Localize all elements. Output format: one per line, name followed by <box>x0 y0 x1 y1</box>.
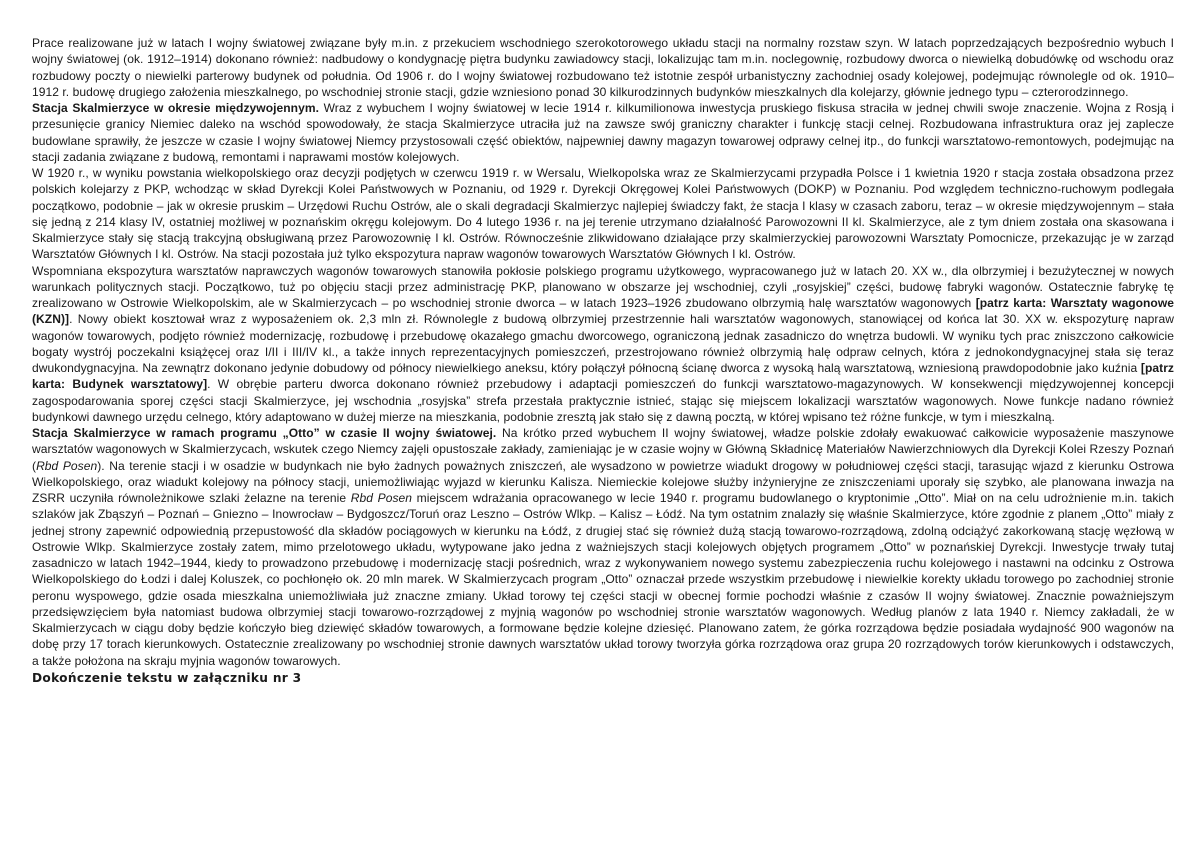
section-heading-interwar: Stacja Skalmierzyce w okresie międzywojennym. <box>32 101 319 115</box>
paragraph-text: Prace realizowane już w latach I wojny światowej związane były m.in. z przekuciem wschodniego szerokotorowego układu stacji na normalny rozstaw szyn. W latach poprzedzających bezpośrednio wybuch I wojny światowej (ok. 1912–1914) dokonano również: nadbudowy o kondygnację piętra budynku zawiadowcy stacji, lokalizując tam m.in. noclegownię, rozbudowy dworca o niewielką dobudówkę od wschodu oraz rozbudowy poczty o niewielki parterowy budynek od południa. Od 1906 r. do I wojny światowej rozbudowano też istotnie zespół urbanistyczny zachodniej osady kolejowej, podejmując równolegle od ok. 1910–1912 r. budowę drugiego założenia mieszkalnego, po wschodniej stronie stacji, gdzie wzniesiono ponad 30 kilkurodzinnych budynków mieszkalnych dla kolejarzy, głównie jednego typu – czterorodzinnego. <box>32 36 1174 99</box>
paragraph-text: . Nowy obiekt kosztował wraz z wyposażeniem ok. 2,3 mln zł. Równolegle z budową olbrzymiej przestrzennie hali warsztatów wagonowych, stanowiącej od końca lat 30. XX w. ekspozyturę napraw wagonów towarowych, podjęto również modernizację, rozbudowę i przebudowę okazałego gmachu dworcowego, ograniczoną jednak zasadniczo do wnętrza budowli. W wyniku tych prac zniszczono całkowicie bogaty wystrój poczekalni książęcej oraz I/II i III/IV kl., a także innych reprezentacyjnych pomieszczeń, przestrojowano również olbrzymią halę odpraw celnych, która z jednokondygnacyjnej stała się teraz dwukondygnacyjna. Na zewnątrz dokonano jedynie dobudowy od północy niewielkiego aneksu, który połączył północną ścianę dworca z wysoką halą warsztatową, wzniesioną prawdopodobnie jako kuźnia <box>32 312 1174 375</box>
continuation-note <box>32 670 1174 686</box>
card-reference-wagon-workshops: [patrz karta: Warsztaty wagonowe (KZN)] <box>32 296 1174 327</box>
paragraph-text: W 1920 r., w wyniku powstania wielkopolskiego oraz decyzji podjętych w czerwcu 1919 r. w Wersalu, Wielkopolska wraz ze Skalmierzycami przypadła Polsce i 1 kwietnia 1920 r stacja została obsadzona przez polskich kolejarzy z PKP, wchodząc w skład Dyrekcji Kolei Państwowych w Poznaniu, od 1929 r. Dyrekcji Okręgowej Kolei Państwowych (DOKP) w Poznaniu. Pod względem techniczno-ruchowym podlegała początkowo, podobnie – jak w okresie pruskim – Urzędowi Ruchu Ostrów, ale o skali degradacji Skalmierzyc najlepiej świadczy fakt, że stacja I klasy w czasach zaboru, teraz – w okresie międzywojennym – stała się jedną z 214 klasy IV, ostatniej możliwej w poznańskim okręgu kolejowym. Do 4 lutego 1936 r. na jej terenie utrzymano działalność Parowozowni II kl. Skalmierzyce, ale z tym dniem została ona skasowana i Skalmierzyce stały się stacją trakcyjną obsługiwaną przez Parowozownię I kl. Ostrów. Równocześnie zlikwidowano działające przy skalmierzyckiej parowozowni Warsztaty Pomocnicze, przekazując je w zarząd Warsztatów Głównych I kl. Ostrów. Na stacji pozostała już tylko ekspozytura napraw wagonów towarowych Warsztatów Głównych I kl. Ostrów. <box>32 166 1174 262</box>
paragraph-wwi-works <box>32 35 1174 100</box>
paragraph-1920-takeover <box>32 165 1174 263</box>
paragraph-wagon-workshops <box>32 263 1174 426</box>
card-reference-workshop-building: [patrz karta: Budynek warsztatowy] <box>32 361 1174 392</box>
paragraph-text: miejscem wdrażania opracowanego w lecie 1940 r. programu budowlanego o kryptonimie „Otto”. Miał on na celu udrożnienie m.in. takich szlaków jak Zbąszyń – Poznań – Gniezno – Inowrocław – Bydgoszcz/Toruń oraz Leszno – Ostrów Wlkp. – Kalisz – Łódź. Na tym ostatnim znalazły się właśnie Skalmierzyce, które zgodnie z planem „Otto” miały z jednej strony zapewnić odpowiednią przepustowość dla składów pociągowych w kierunku na Łódź, z drugiej stać się również dużą stacją towarowo-rozrządową, zdolną odciążyć zakorkowaną stację węzłową w Ostrowie Wlkp. Skalmierzyce zostały zatem, mimo przelotowego układu, wytypowane jako jedna z ważniejszych stacji kolejowych objętych programem „Otto” w poznańskiej Dyrekcji. Inwestycje trwały tutaj zasadniczo w latach 1942–1944, kiedy to prowadzono przebudowę i modernizację stacji pośrednich, wraz z wykonywaniem nowego systemu zabezpieczenia ruchu kolejowego i nastawni na odcinku z Ostrowa Wielkopolskiego do Łodzi i dalej Koluszek, co pochłonęło ok. 20 mln marek. W Skalmierzycach program „Otto” oznaczał przede wszystkim przebudowę i niewielkie korekty układu torowego po zachodniej stronie peronu wyspowego, gdzie osada mieszkalna uniemożliwiała już znaczne zmiany. Układ torowy tej części stacji w obecnej formie pochodzi właśnie z czasów II wojny światowej. Znacznie poważniejszym przedsięwzięciem była natomiast budowa olbrzymiej stacji towarowo-rozrządowej z myjnią wagonów po wschodniej stronie warsztatów wagonowych. Według planów z lata 1940 r. Niemcy zakładali, że w Skalmierzycach w ciągu doby będzie kończyło bieg dziewięć składów towarowych, a formowane będzie kolejne dziesięć. Planowano zatem, że górka rozrządowa będzie posiadała wydajność 900 wagonów na dobę przy 17 torach kierunkowych. Ostatecznie zrealizowany po wschodniej stronie dawnych warsztatów układ torowy tworzyła górka rozrządowa oraz grupa 20 rozrządowych torów kierunkowych i odstawczych, a także położona na skraju myjnia wagonów towarowych. <box>32 491 1174 668</box>
paragraph-text: ). Na terenie stacji i w osadzie w budynkach nie było żadnych poważnych zniszczeń, ale wysadzono w powietrze wiadukt drogowy w południowej części stacji, tarasując wjazd z kierunku Ostrowa Wielkopolskiego, oraz wiadukt kolejowy na północy stacji, uniemożliwiając wyjazd w kierunku Kalisza. Niemieckie kolejowe służby inżynieryjne ze zniszczeniami uporały się szybko, ale planowana inwazja na ZSRR uczyniła równoleżnikowe szlaki żelazne na terenie <box>32 458 1174 505</box>
paragraph-interwar-period <box>32 100 1174 165</box>
italic-term: Rbd Posen <box>36 458 98 473</box>
paragraph-text: . W obrębie parteru dworca dokonano również przebudowy i adaptacji pomieszczeń do funkcji warsztatowo-magazynowych. W konsekwencji międzywojennej koncepcji zagospodarowania sporej części stacji Skalmierzyce, jej wschodnia „rosyjska” strefa przestała praktycznie istnieć, stając się miejscem lokalizacji warsztatów wagonowych. Nowe funkcje nadano również budynkowi dawnego urzędu celnego, który adaptowano w dużej mierze na mieszkania, podobnie zresztą jak stało się z dawną pocztą, w której wpisano też różne funkcje, w tym i mieszkalną. <box>32 377 1174 424</box>
paragraph-otto-program <box>32 425 1174 669</box>
section-heading-otto: Stacja Skalmierzyce w ramach programu „Otto” w czasie II wojny światowej. <box>32 426 497 440</box>
paragraph-text: Wraz z wybuchem I wojny światowej w lecie 1914 r. kilkumilionowa inwestycja pruskiego fiskusa straciła w jednej chwili swoje znaczenie. Wojna z Rosją i przesunięcie granicy Niemiec daleko na wschód spowodowały, że stacja Skalmierzyce utraciła już na zawsze swój graniczny charakter i funkcję stacji celnej. Rozbudowana infrastruktura oraz jej zaplecze budowlane sprawiły, że jeszcze w czasie I wojny światowej Niemcy przystosowali część obiektów, najpewniej dawny magazyn towarowej odprawy celnej itp., do funkcji warsztatowo-remontowych, podejmując na stacji zadania związane z budową, remontami i naprawami mostów kolejowych. <box>32 101 1174 164</box>
paragraph-text: Na krótko przed wybuchem II wojny światowej, władze polskie zdołały ewakuować całkowicie wyposażenie maszynowe warsztatów wagonowych w Skalmierzycach, wskutek czego Niemcy zajęli opustoszałe zakłady, zamieniając je w czasie wojny w Główną Składnicę Materiałów Nawierzchniowych dla Dyrekcji Kolei Rzeszy Poznań ( <box>32 426 1174 473</box>
document-page <box>32 35 1174 686</box>
continuation-text: Dokończenie tekstu w załączniku nr 3 <box>32 670 302 685</box>
paragraph-text: Wspomniana ekspozytura warsztatów naprawczych wagonów towarowych stanowiła pokłosie polskiego programu użytkowego, wypracowanego już w latach 20. XX w., dla olbrzymiej i bezużytecznej w nowych warunkach politycznych stacji. Początkowo, tuż po objęciu stacji przez administrację PKP, planowano w obszarze jej wschodniej, czyli „rosyjskiej” części, budowę fabryki wagonów. Ostatecznie fabrykę tę zrealizowano w Ostrowie Wielkopolskim, ale w Skalmierzycach – po wschodniej stronie dworca – w latach 1923–1926 zbudowano olbrzymią halę warsztatów wagonowych <box>32 263 1174 310</box>
italic-term: Rbd Posen <box>350 491 413 505</box>
